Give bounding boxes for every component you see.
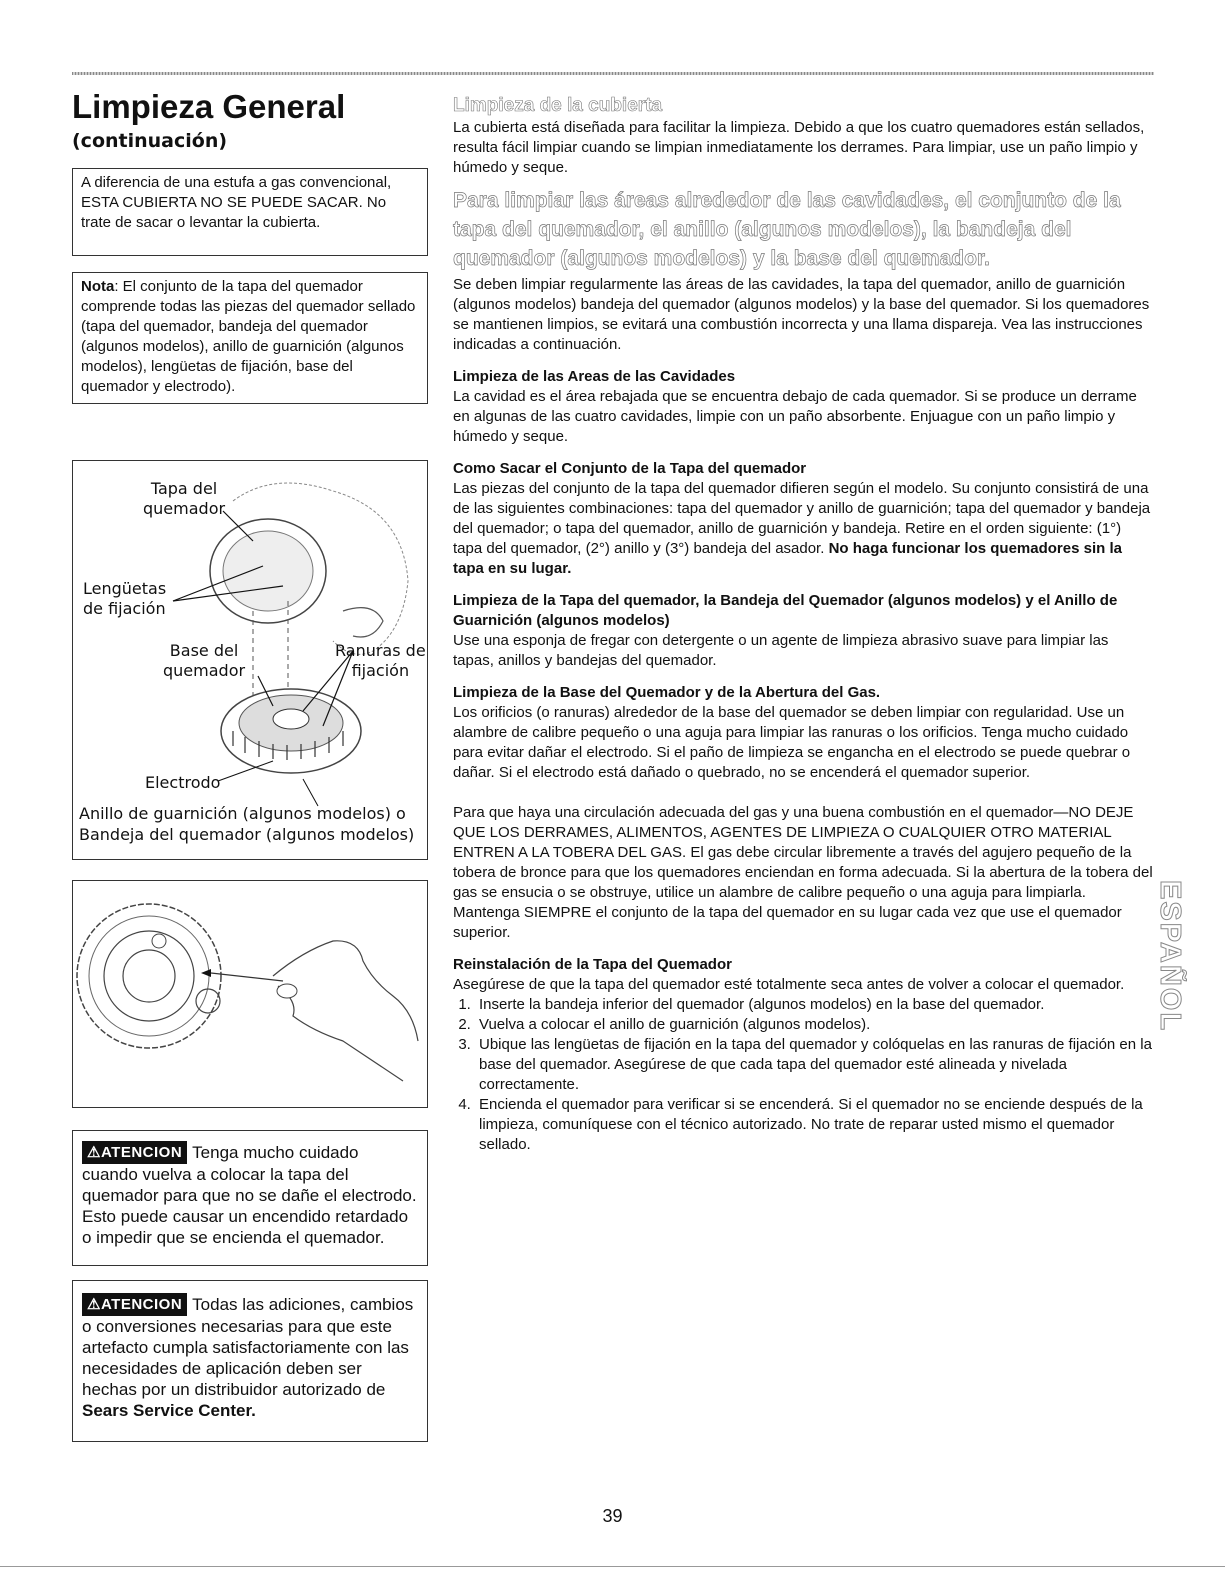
label-tapa-line1: Tapa del — [150, 479, 218, 498]
label-electrodo: Electrodo — [145, 773, 221, 792]
paragraph-base-abertura: Los orificios (o ranuras) alrededor de la base del quemador se deben limpiar con regularidad. Use un alambre de calibre pequeño o una aguja para limpiar las ranuras o los orificios. Tenga mucho cuidado para evitar dañar el electrodo. Si el paño de limpieza se engancha en el electrodo se puede quebrar o dañar. Si el electrodo está dañado o quebrado, no se encenderá el quemador superior. — [453, 704, 1131, 781]
paragraph-sacar-tapa-body: Las piezas del conjunto de la tapa del quemador difieren según el modelo. Su conjunto consistirá de una de las siguientes combinaciones: tapa del quemador y anillo de guarnición; tapa del quemador y bandeja del quemador; o tapa del quemador, anillo de guarnición y bandeja. Retire en el orden siguiente: (1°) tapa del quemador, (2°) anillo y (3°) bandeja del asador. — [453, 480, 1151, 557]
caption-line1: Anillo de guarnición (algunos modelos) o — [79, 804, 406, 823]
main-text-column — [453, 94, 1153, 1155]
paragraph-sacar-tapa-warning: No haga funcionar los quemadores sin la tapa en su lugar. — [453, 540, 1122, 577]
language-side-tab-label: ESPAÑOL — [1154, 880, 1186, 1033]
label-tapa-del-quemador — [143, 479, 225, 519]
list-item: 4. Encienda el quemador para verificar si se encenderá. Si el quemador no se enciende después de la limpieza, comuníquese con el técnico autorizado. No trate de reparar usted mismo el quemador sellado. — [475, 1095, 1153, 1155]
attention-badge: ⚠ATENCION — [82, 1293, 187, 1316]
list-item: 1. Inserte la bandeja inferior del quemador (algunos modelos) en la base del quemador. — [475, 995, 1153, 1015]
caution-box-electrode — [72, 1130, 428, 1266]
paragraph-cubierta: La cubierta está diseñada para facilitar la limpieza. Debido a que los cuatro quemadores están sellados, resulta fácil limpiar cuando se limpian inmediatamente los derrames. Para limpiar, use un paño limpio y húmedo y seque. — [453, 119, 1145, 176]
figure-caption — [79, 803, 414, 845]
paragraph-sacar-tapa — [453, 479, 1153, 579]
caution-text-electrode: Tenga mucho cuidado cuando vuelva a colocar la tapa del quemador para que no se dañe el electrodo. Esto puede causar un encendido retardado o impedir que se encienda el quemador. — [82, 1143, 417, 1247]
sears-service-center: Sears Service Center. — [82, 1401, 256, 1420]
bottom-rule — [0, 1566, 1225, 1567]
needle-cleaning-illustration — [73, 881, 427, 1107]
section-heading-cubierta: Limpieza de la cubierta — [453, 95, 663, 116]
language-side-tab — [1154, 880, 1190, 1050]
list-item: 2. Vuelva a colocar el anillo de guarnición (algunos modelos). — [475, 1015, 1153, 1035]
label-ranuras-line1: Ranuras de — [335, 641, 426, 660]
burner-assembly-note-text — [81, 277, 419, 397]
label-base-line1: Base del — [169, 641, 239, 660]
label-lenguetas — [83, 579, 166, 619]
page-title: Limpieza General — [72, 88, 346, 125]
label-lenguetas-line1: Lengüetas — [83, 579, 167, 598]
label-base-line2: quemador — [163, 661, 246, 680]
paragraph-circulacion: Para que haya una circulación adecuada del gas y una buena combustión en el quemador—NO DEJE QUE LOS DERRAMES, ALIMENTOS, AGENTES DE LIMPIEZA O CUALQUIER OTRO MATERIAL ENTREN A LA TOBERA DEL GAS. El gas debe circular libremente a través del agujero pequeño de la tobera de bronce para que los quemadores enciendan en forma adecuada. Si la abertura de la tobera del gas se ensucia o se obstruye, utilice un alambre de calibre pequeño o una aguja para limpiarla. Mantenga SIEMPRE el conjunto de la tapa del quemador en su lugar cada vez que use el quemador superior. — [453, 804, 1153, 941]
label-lenguetas-line2: de fijación — [83, 599, 166, 618]
label-tapa-line2: quemador — [143, 499, 226, 518]
label-ranuras-line2: fijación — [351, 661, 410, 680]
page-subtitle: (continuación) — [72, 130, 228, 152]
caption-line2: Bandeja del quemador (algunos modelos) — [79, 825, 415, 844]
no-remove-note-text: A diferencia de una estufa a gas convencional, ESTA CUBIERTA NO SE PUEDE SACAR. No trate de sacar o levantar la cubierta. — [81, 174, 392, 231]
note-body: : El conjunto de la tapa del quemador comprende todas las piezas del quemador sellado (tapa del quemador, bandeja del quemador (algunos modelos), anillo de guarnición (algunos modelos), lengüetas de fijación, base del quemador y electrodo). — [81, 278, 416, 395]
paragraph-areas: Se deben limpiar regularmente las áreas de las cavidades, la tapa del quemador, anillo de guarnición (algunos modelos) bandeja del quemador (algunos modelos) y la base del quemador. Si los quemadores se mantienen limpios, se evitará una combustión incorrecta y una llama dispareja. Vea las instrucciones indicadas a continuación. — [453, 276, 1150, 353]
burner-cleaning-figure — [72, 880, 428, 1108]
burner-assembly-note-box — [72, 272, 428, 404]
section-heading-areas: Para limpiar las áreas alrededor de las cavidades, el conjunto de la tapa del quemador, el anillo (algunos modelos), la bandeja del quemador (algunos modelos) y la base del quemador. — [453, 189, 1121, 270]
no-remove-note-box — [72, 168, 428, 256]
note-label: Nota — [81, 278, 115, 295]
burner-assembly-figure — [72, 460, 428, 860]
attention-badge: ⚠ATENCION — [82, 1141, 187, 1164]
subheading-reinstalacion: Reinstalación de la Tapa del Quemador — [453, 956, 732, 973]
page-number: 39 — [602, 1506, 623, 1526]
subheading-cavidades: Limpieza de las Areas de las Cavidades — [453, 368, 736, 385]
subheading-base-abertura: Limpieza de la Base del Quemador y de la Abertura del Gas. — [453, 684, 881, 701]
subheading-sacar-tapa: Como Sacar el Conjunto de la Tapa del quemador — [453, 460, 807, 477]
label-base-del-quemador — [163, 641, 245, 681]
label-ranuras-de-fijacion — [335, 641, 426, 681]
list-item: 3. Ubique las lengüetas de fijación en la tapa del quemador y colóquelas en las ranuras de fijación en la base del quemador. Asegúrese de que cada tapa del quemador esté alineada y nivelada correctamente. — [475, 1035, 1153, 1095]
paragraph-limpieza-tapa: Use una esponja de fregar con detergente o un agente de limpieza abrasivo suave para limpiar las tapas, anillos y bandejas del quemador. — [453, 632, 1109, 669]
top-rule — [72, 72, 1154, 75]
paragraph-reinstalacion: Asegúrese de que la tapa del quemador esté totalmente seca antes de volver a colocar el quemador. — [453, 976, 1125, 993]
caution-box-conversions — [72, 1280, 428, 1442]
subheading-limpieza-tapa: Limpieza de la Tapa del quemador, la Bandeja del Quemador (algunos modelos) y el Anillo de Guarnición (algunos modelos) — [453, 592, 1118, 629]
reinstall-steps-list — [453, 995, 1153, 1155]
paragraph-cavidades: La cavidad es el área rebajada que se encuentra debajo de cada quemador. Si se produce un derrame en algunas de las cuatro cavidades, limpie con un paño absorbente. Enjuague con un paño limpio y húmedo y seque. — [453, 388, 1137, 445]
caution-text-conversions: Todas las adiciones, cambios o conversiones necesarias para que este artefacto cumpla satisfactoriamente con las necesidades de aplicación deben ser hechas por un distribuidor autorizado de — [82, 1295, 414, 1399]
